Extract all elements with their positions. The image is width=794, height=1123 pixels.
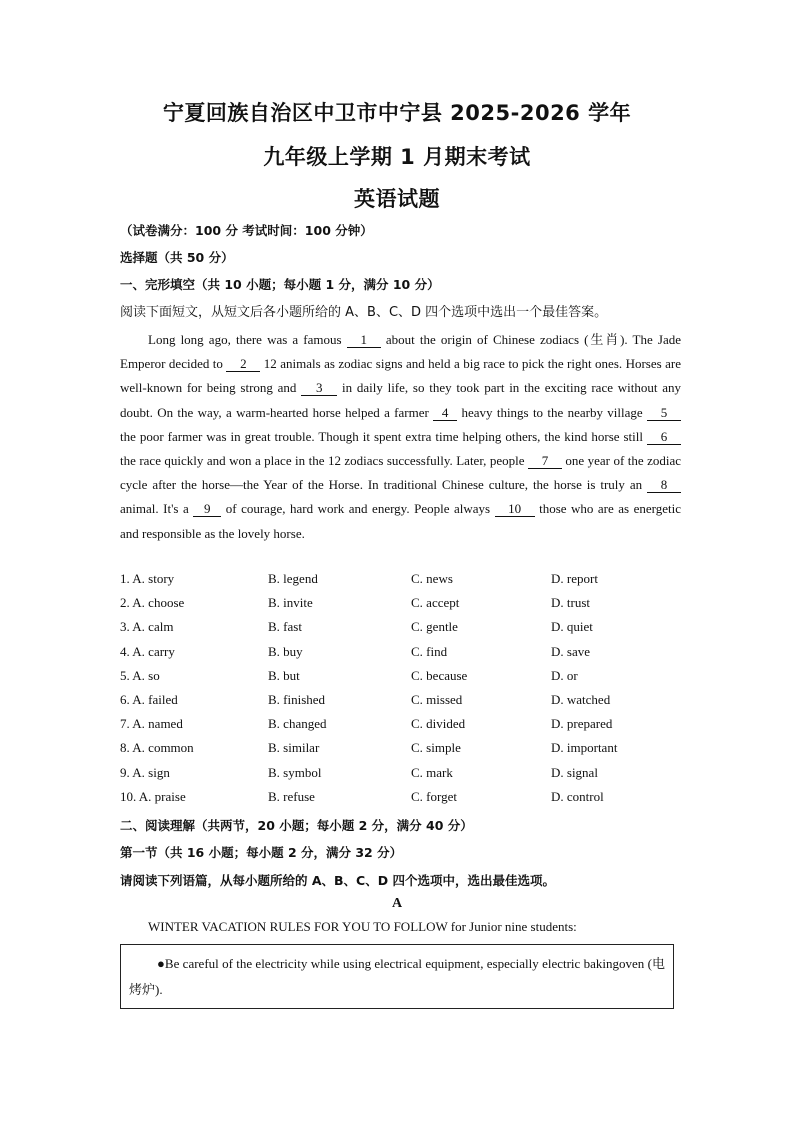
exam-title-line2: 九年级上学期 1 月期末考试 — [263, 145, 531, 169]
option-choice: D. save — [551, 643, 590, 659]
passage-segment: the race quickly and won a place in the 12 zodiacs successfully. Later, people — [120, 453, 528, 469]
option-choice: 8. A. common — [120, 740, 194, 756]
option-choice: 5. A. so — [120, 667, 160, 683]
option-choice: 9. A. sign — [120, 764, 170, 780]
exam-title-line1: 宁夏回族自治区中卫市中宁县 2025-2026 学年 — [162, 101, 632, 125]
option-choice: C. mark — [411, 764, 453, 780]
passage-segment: of courage, hard work and energy. People always — [221, 501, 495, 517]
cloze-blank: 8 — [647, 477, 681, 493]
cloze-blank: 6 — [647, 429, 681, 445]
rules-box — [120, 944, 674, 1009]
cloze-blank: 1 — [347, 332, 381, 348]
reading-section1-heading: 第一节（共 16 小题；每小题 2 分，满分 32 分） — [120, 845, 403, 860]
passage-segment: about the origin of Chinese zodiacs (生肖). The Jade Emperor decided to — [120, 332, 681, 372]
cloze-passage — [120, 328, 681, 546]
exam-title-subject: 英语试题 — [354, 187, 440, 211]
option-choice: D. prepared — [551, 716, 613, 732]
option-choice: B. but — [268, 667, 300, 683]
option-choice: C. gentle — [411, 619, 458, 635]
option-choice: D. or — [551, 667, 578, 683]
option-choice: B. fast — [268, 619, 302, 635]
option-choice: 1. A. story — [120, 571, 175, 586]
passage-segment: heavy things to the nearby village — [457, 404, 647, 420]
option-row — [120, 716, 720, 740]
choice-section-heading: 选择题（共 50 分） — [120, 250, 234, 265]
cloze-blank: 5 — [647, 405, 681, 421]
passage-segment: in daily life, so they took part in the exciting race without any doubt. On the way, a warm-hearted horse helped a farmer — [120, 380, 681, 420]
option-row — [120, 789, 720, 813]
option-choice: B. symbol — [268, 764, 322, 780]
option-choice: C. forget — [411, 788, 457, 804]
option-choice: 3. A. calm — [120, 619, 174, 635]
passage-segment: Long long ago, there was a famous — [148, 332, 347, 347]
option-choice: D. quiet — [551, 619, 593, 635]
option-choice: C. find — [411, 643, 448, 659]
option-row — [120, 595, 720, 619]
passage-segment: animal. It's a — [120, 501, 194, 517]
cloze-blank: 2 — [226, 356, 260, 372]
option-row — [120, 571, 720, 595]
passage-a-label: A — [391, 896, 403, 911]
option-choice: B. legend — [268, 571, 318, 586]
option-row — [120, 644, 720, 668]
reading-heading: 二、阅读理解（共两节，20 小题；每小题 2 分，满分 40 分） — [120, 818, 473, 833]
option-choice: C. divided — [411, 716, 466, 732]
passage-segment: the poor farmer was in great trouble. Though it spent extra time helping others, the kind horse still — [120, 428, 647, 444]
option-row — [120, 692, 720, 716]
option-choice: C. accept — [411, 595, 460, 611]
option-choice: B. invite — [268, 595, 313, 611]
cloze-instruction: 阅读下面短文，从短文后各小题所给的 A、B、C、D 四个选项中选出一个最佳答案。 — [120, 305, 608, 320]
option-choice: 2. A. choose — [120, 595, 185, 611]
cloze-options — [120, 571, 720, 813]
option-choice: C. simple — [411, 740, 461, 756]
option-choice: C. news — [411, 571, 453, 586]
option-row — [120, 619, 720, 643]
option-choice: D. watched — [551, 691, 611, 707]
option-choice: D. control — [551, 788, 604, 804]
passage-segment: those who are as energetic and responsible as the lovely horse. — [120, 501, 681, 541]
option-choice: B. refuse — [268, 788, 315, 804]
option-choice: 7. A. named — [120, 716, 183, 732]
cloze-blank: 4 — [433, 405, 457, 421]
passage-segment: 12 animals as zodiac signs and held a big race to pick the right ones. Horses are well-known for being strong and — [120, 356, 681, 396]
rules-intro: WINTER VACATION RULES FOR YOU TO FOLLOW for Junior nine students: — [148, 919, 577, 934]
option-choice: D. report — [551, 571, 598, 586]
option-choice: 6. A. failed — [120, 691, 178, 707]
cloze-blank: 9 — [193, 501, 221, 517]
option-choice: D. trust — [551, 595, 590, 611]
option-row — [120, 765, 720, 789]
option-choice: B. similar — [268, 740, 320, 756]
cloze-passage-text — [120, 328, 681, 546]
reading-section1-instruction: 请阅读下列语篇，从每小题所给的 A、B、C、D 四个选项中，选出最佳选项。 — [120, 873, 555, 888]
cloze-blank: 3 — [301, 380, 337, 396]
option-choice: 10. A. praise — [120, 788, 186, 804]
option-choice: C. missed — [411, 691, 463, 707]
option-choice: B. changed — [268, 716, 327, 732]
option-row — [120, 668, 720, 692]
cloze-blank: 7 — [528, 453, 562, 469]
option-choice: B. buy — [268, 643, 303, 659]
cloze-heading: 一、完形填空（共 10 小题；每小题 1 分，满分 10 分） — [120, 277, 440, 292]
option-choice: B. finished — [268, 691, 326, 707]
rule-item: ●Be careful of the electricity while using electrical equipment, especially electric bakingoven (电烤炉). — [129, 956, 665, 997]
exam-info: （试卷满分：100 分 考试时间：100 分钟） — [120, 223, 373, 238]
option-row — [120, 740, 720, 764]
option-choice: D. signal — [551, 764, 598, 780]
option-choice: D. important — [551, 740, 618, 756]
cloze-blank: 10 — [495, 501, 535, 517]
passage-segment: one year of the zodiac cycle after the horse—the Year of the Horse. In traditional Chinese culture, the horse is truly an — [120, 453, 681, 493]
option-choice: 4. A. carry — [120, 643, 175, 659]
option-choice: C. because — [411, 667, 468, 683]
